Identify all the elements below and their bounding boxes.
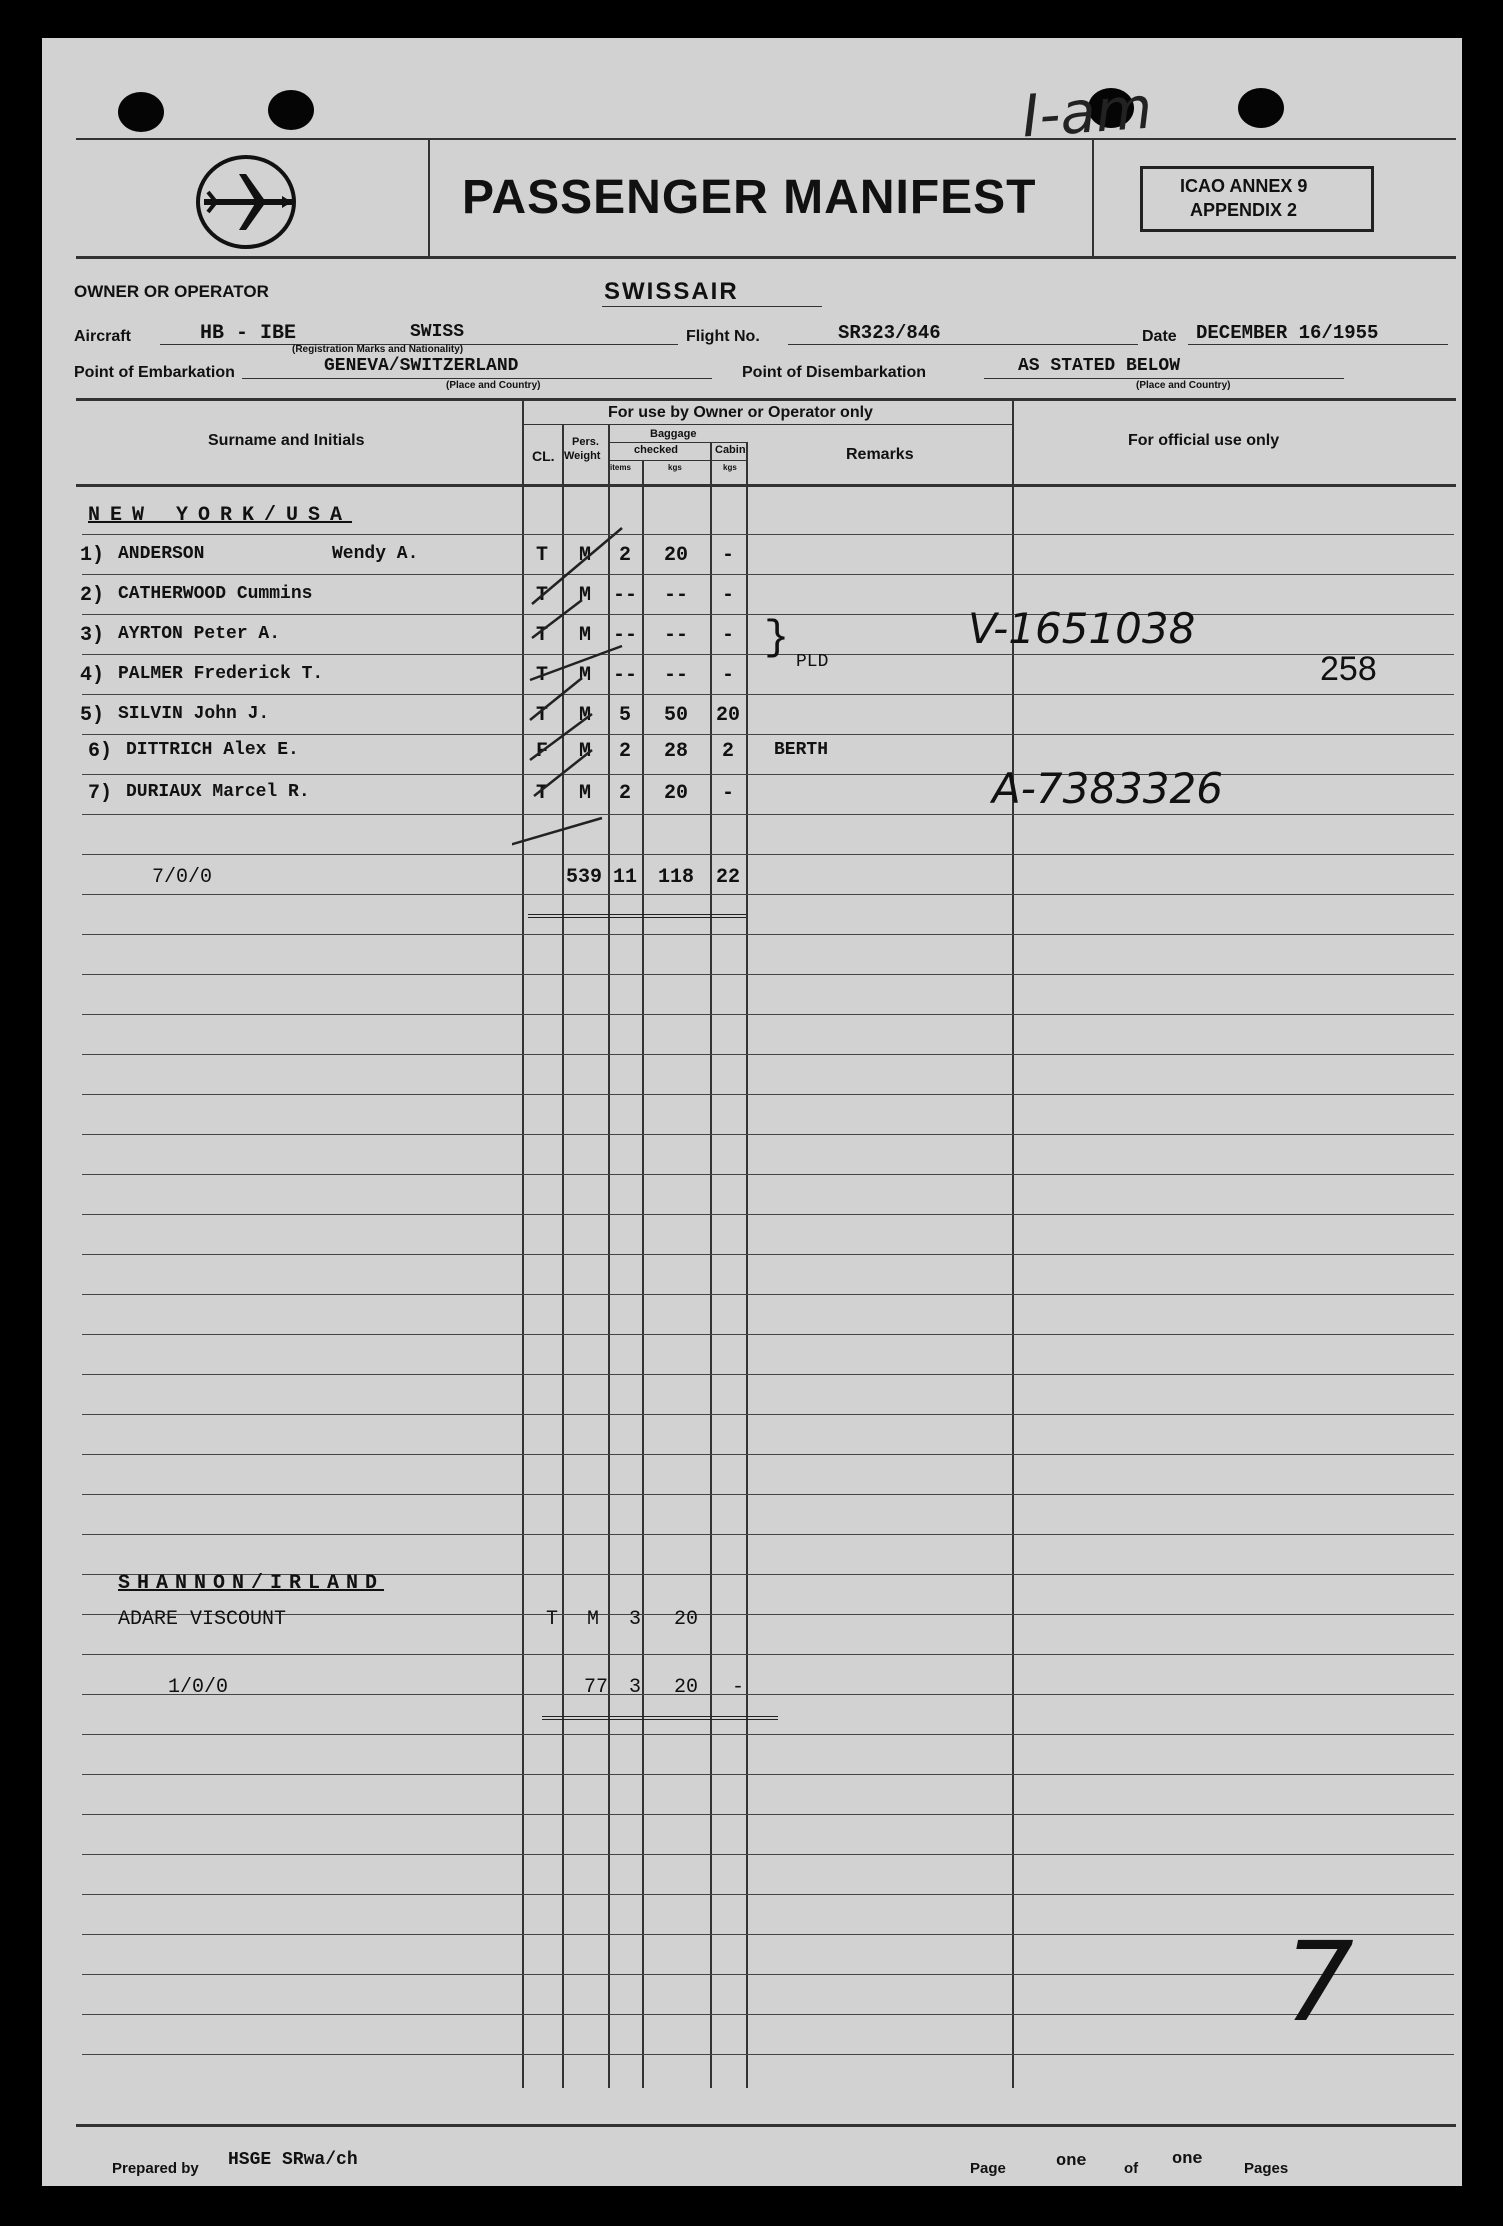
items-cell: 5 <box>618 704 631 727</box>
date-label: Date <box>1142 328 1177 345</box>
owner-use-header: For use by Owner or Operator only <box>608 404 873 421</box>
row-rule <box>82 734 1454 735</box>
weight-cell: M <box>578 740 591 763</box>
passenger-surname: ANDERSON <box>118 544 205 564</box>
row-rule <box>82 1894 1454 1895</box>
header-divider <box>1092 138 1094 256</box>
col-rule-cabin <box>710 442 712 2088</box>
section-total-label: 1/0/0 <box>168 1676 229 1699</box>
row-number: 1) <box>80 544 105 567</box>
row-rule <box>82 1014 1454 1015</box>
row-rule <box>82 1174 1454 1175</box>
row-rule <box>82 1494 1454 1495</box>
embarkation-value: GENEVA/SWITZERLAND <box>324 356 519 376</box>
class-header: CL. <box>532 448 555 464</box>
row-rule <box>82 1454 1454 1455</box>
section-total-label: 7/0/0 <box>152 866 213 889</box>
row-rule <box>82 1414 1454 1415</box>
flight-value: SR323/846 <box>838 322 941 344</box>
items-header: items <box>610 463 631 472</box>
class-cell: F <box>535 740 548 763</box>
passenger-surname: CATHERWOOD Cummins <box>118 584 313 604</box>
destination-heading: NEW YORK/USA <box>88 504 353 527</box>
punch-hole <box>1238 88 1284 128</box>
disembarkation-underline <box>984 378 1344 379</box>
class-cell: T <box>535 584 548 607</box>
items-cell: 2 <box>618 782 631 805</box>
weight-header-2: Weight <box>564 450 601 462</box>
punch-hole <box>118 92 164 132</box>
nationality-value: SWISS <box>410 322 465 342</box>
weight-header: Pers. <box>572 436 599 448</box>
official-annotation: 258 <box>1320 650 1377 688</box>
cabin-cell: - <box>721 664 734 687</box>
total-double-rule <box>542 1716 778 1720</box>
footer-rule <box>76 2124 1456 2127</box>
kgs-cell: 50 <box>663 704 688 727</box>
aircraft-value: HB - IBE <box>200 322 297 345</box>
row-rule <box>82 774 1454 775</box>
row-number: 2) <box>80 584 105 607</box>
row-rule <box>82 974 1454 975</box>
baggage-rule <box>608 442 746 443</box>
prepared-label: Prepared by <box>112 2160 199 2177</box>
total-weight: 77 <box>583 1676 608 1699</box>
remarks-header: Remarks <box>846 446 914 463</box>
row-rule <box>82 574 1454 575</box>
owner-use-rule <box>522 424 1012 425</box>
total-kgs: 118 <box>657 866 694 889</box>
destination-heading: SHANNON/IRLAND <box>118 1572 385 1595</box>
row-rule <box>82 2054 1454 2055</box>
pages-label: Pages <box>1244 2160 1289 2177</box>
total-cabin: - <box>731 1676 744 1699</box>
owner-value: SWISSAIR <box>604 278 739 305</box>
date-value: DECEMBER 16/1955 <box>1196 322 1379 344</box>
kgs-cell: -- <box>663 584 688 607</box>
row-rule <box>82 1734 1454 1735</box>
cabin-header: Cabin <box>715 444 746 456</box>
cabin-cell: - <box>721 782 734 805</box>
row-rule <box>82 694 1454 695</box>
class-cell: T <box>535 624 548 647</box>
embarkation-label: Point of Embarkation <box>74 364 235 381</box>
weight-cell: M <box>578 584 591 607</box>
row-rule <box>82 1254 1454 1255</box>
weight-cell: M <box>578 544 591 567</box>
weight-cell: M <box>586 1608 599 1631</box>
cabin-cell: 20 <box>715 704 740 727</box>
row-rule <box>82 1534 1454 1535</box>
punch-hole <box>268 90 314 130</box>
row-rule <box>82 1614 1454 1615</box>
row-rule <box>82 1094 1454 1095</box>
total-double-rule <box>528 914 746 918</box>
checked-rule <box>608 460 746 461</box>
row-rule <box>82 934 1454 935</box>
page-label: Page <box>970 2160 1006 2177</box>
class-cell: T <box>535 704 548 727</box>
class-cell: T <box>535 782 548 805</box>
row-rule <box>82 2014 1454 2015</box>
kgs-cabin-header: kgs <box>723 463 737 472</box>
weight-cell: M <box>578 782 591 805</box>
row-rule <box>82 1214 1454 1215</box>
items-cell: -- <box>612 584 637 607</box>
row-rule <box>82 1974 1454 1975</box>
row-rule <box>82 1814 1454 1815</box>
flight-label: Flight No. <box>686 328 760 345</box>
checked-header: checked <box>634 444 679 456</box>
icao-appendix: APPENDIX 2 <box>1190 200 1298 220</box>
total-cabin: 22 <box>715 866 740 889</box>
cabin-cell: - <box>721 584 734 607</box>
items-cell: 2 <box>618 740 631 763</box>
row-number: 7) <box>88 782 113 805</box>
header-bottom-table-rule <box>76 484 1456 487</box>
weight-cell: M <box>578 664 591 687</box>
aircraft-label: Aircraft <box>74 328 131 345</box>
cabin-cell: - <box>721 624 734 647</box>
kgs-cell: 28 <box>663 740 688 763</box>
class-cell: T <box>535 664 548 687</box>
checkmark-strokes <box>512 488 632 858</box>
row-rule <box>82 1854 1454 1855</box>
page-title: PASSENGER MANIFEST <box>462 171 1037 224</box>
registration-caption: (Registration Marks and Nationality) <box>292 344 464 355</box>
class-cell: T <box>535 544 548 567</box>
class-cell: T <box>545 1608 558 1631</box>
kgs-cell: 20 <box>663 544 688 567</box>
official-annotation: A-7383326 <box>992 764 1223 813</box>
embarkation-caption: (Place and Country) <box>446 380 541 391</box>
items-cell: 3 <box>628 1608 641 1631</box>
passenger-initials: Wendy A. <box>332 544 419 564</box>
row-number: 5) <box>80 704 105 727</box>
embarkation-underline <box>242 378 712 379</box>
date-underline <box>1188 344 1448 345</box>
page-value: one <box>1056 2152 1087 2171</box>
kgs-cell: 20 <box>673 1608 698 1631</box>
icao-annex: ICAO ANNEX 9 <box>1180 176 1308 196</box>
header-top-rule <box>76 138 1456 140</box>
row-rule <box>82 1934 1454 1935</box>
items-cell: -- <box>612 624 637 647</box>
items-cell: -- <box>612 664 637 687</box>
kgs-cell: -- <box>663 624 688 647</box>
row-rule <box>82 1134 1454 1135</box>
passenger-surname: DITTRICH Alex E. <box>126 740 299 760</box>
handwritten-count: 7 <box>1284 1918 1354 2046</box>
total-kgs: 20 <box>673 1676 698 1699</box>
prepared-value: HSGE SRwa/ch <box>228 2150 358 2170</box>
row-rule <box>82 1774 1454 1775</box>
total-items: 11 <box>612 866 637 889</box>
passenger-surname: DURIAUX Marcel R. <box>126 782 310 802</box>
handwritten-mark: I-am <box>1019 73 1155 151</box>
items-cell: 2 <box>618 544 631 567</box>
owner-underline <box>602 306 822 307</box>
row-rule <box>82 854 1454 855</box>
total-weight: 539 <box>565 866 602 889</box>
row-rule <box>82 1334 1454 1335</box>
row-rule <box>82 1294 1454 1295</box>
table-top-rule <box>76 398 1456 401</box>
official-annotation: V-1651038 <box>968 604 1196 653</box>
passenger-surname: SILVIN John J. <box>118 704 270 724</box>
disembarkation-label: Point of Disembarkation <box>742 364 927 381</box>
row-rule <box>82 534 1454 535</box>
cabin-cell: - <box>721 544 734 567</box>
disembarkation-value: AS STATED BELOW <box>1018 356 1181 376</box>
total-items: 3 <box>628 1676 641 1699</box>
remarks-cell: PLD <box>796 652 829 672</box>
flight-underline <box>788 344 1138 345</box>
baggage-header: Baggage <box>650 428 697 440</box>
row-number: 6) <box>88 740 113 763</box>
kgs-cell: 20 <box>663 782 688 805</box>
header-divider <box>428 138 430 256</box>
bracket-mark: } <box>764 614 790 662</box>
col-rule-remarks <box>746 442 748 2088</box>
of-label: of <box>1124 2160 1139 2177</box>
manifest-sheet <box>42 38 1462 2186</box>
row-number: 3) <box>80 624 105 647</box>
passenger-surname: PALMER Frederick T. <box>118 664 324 684</box>
disembarkation-caption: (Place and Country) <box>1136 380 1231 391</box>
row-number: 4) <box>80 664 105 687</box>
passenger-surname: ADARE VISCOUNT <box>118 1608 287 1631</box>
pages-value: one <box>1172 2150 1203 2169</box>
weight-cell: M <box>578 624 591 647</box>
cabin-cell: 2 <box>721 740 734 763</box>
weight-cell: M <box>578 704 591 727</box>
owner-label: OWNER OR OPERATOR <box>74 282 269 301</box>
remarks-cell: BERTH <box>774 740 829 760</box>
official-header: For official use only <box>1128 432 1280 449</box>
row-rule <box>82 1374 1454 1375</box>
kgs-cell: -- <box>663 664 688 687</box>
airline-logo-icon <box>194 152 304 252</box>
surname-header: Surname and Initials <box>208 432 365 449</box>
row-rule <box>82 814 1454 815</box>
passenger-surname: AYRTON Peter A. <box>118 624 281 644</box>
row-rule <box>82 1654 1454 1655</box>
row-rule <box>82 1694 1454 1695</box>
kgs-checked-header: kgs <box>668 463 682 472</box>
row-rule <box>82 894 1454 895</box>
row-rule <box>82 1054 1454 1055</box>
header-bottom-rule <box>76 256 1456 259</box>
